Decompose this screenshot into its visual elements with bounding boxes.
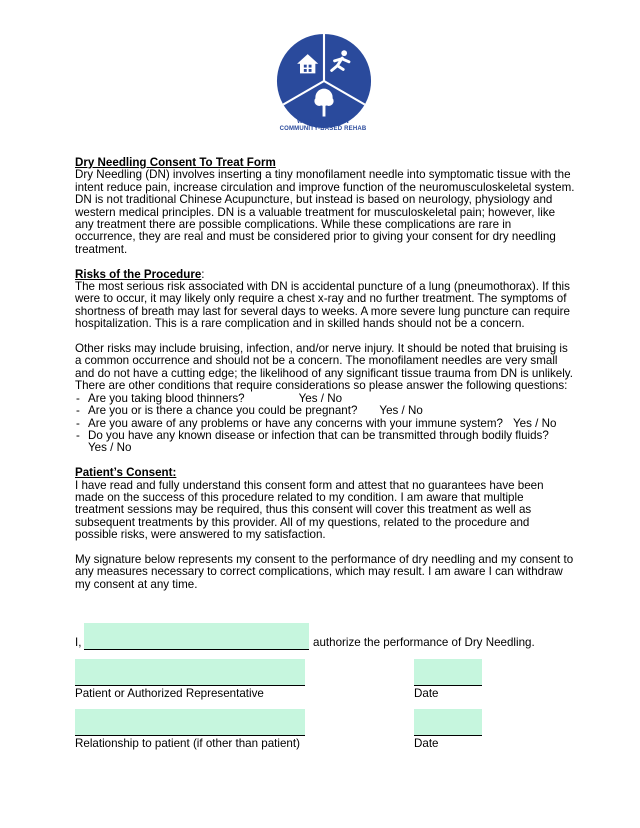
patient-signature-label: Patient or Authorized Representative [75, 687, 264, 700]
risks-heading: Risks of the Procedure [75, 267, 202, 281]
authorize-prefix: I, [75, 636, 82, 649]
consent-heading: Patient’s Consent: [75, 466, 177, 480]
intro-paragraph: Dry Needling (DN) involves inserting a tiny monofilament needle into symptomatic tissue with the intent reduce pain, increase circulation and improve function of the neuromusculoskeletal system. DN is not traditional Chinese Acupuncture, but instead is based on neurology, physiology and western medical principles. DN is a valuable treatment for musculoskeletal pain; however, like any treatment there are possible complications. While these complications are rare in occurrence, they are real and must be considered prior to giving your consent for dry needling treatment. [75, 168, 575, 256]
form-title: Dry Needling Consent To Treat Form [75, 156, 276, 169]
yes-no-answer[interactable]: Yes / No [88, 441, 132, 455]
relationship-field[interactable] [75, 709, 305, 736]
question-item: - Are you or is there a chance you could be pregnant? Yes / No [75, 405, 575, 417]
consent-document [75, 157, 575, 591]
authorize-suffix: authorize the performance of Dry Needling. [313, 636, 535, 649]
patient-date-field[interactable] [414, 659, 482, 686]
relationship-label: Relationship to patient (if other than patient) [75, 737, 300, 750]
relationship-date-label: Date [414, 737, 439, 750]
logo-line-1: WEST MICHIGAN [297, 119, 349, 125]
yes-no-answer[interactable]: Yes / No [379, 404, 423, 418]
patient-name-field[interactable] [84, 623, 309, 650]
consent-paragraph-1: I have read and fully understand this consent form and attest that no guarantees have been made on the success of this procedure related to my condition. I am aware that multiple treatment sessions may be required, thus this consent will cover this treatment as well as subsequent treatments by this provider. All of my questions, related to the procedure and possible risks, were answered to my satisfaction. [75, 478, 544, 542]
question-list [75, 393, 575, 455]
logo-text [262, 119, 384, 133]
consent-paragraph-2: My signature below represents my consent to the performance of dry needling and my consent to any measures necessary to correct complications, which may result. I am aware I can withdraw my consent at any time. [75, 552, 574, 591]
risks-paragraph-1: The most serious risk associated with DN is accidental puncture of a lung (pneumothorax). If this were to occur, it may likely only require a chest x-ray and no further treatment. The symptoms of shortness of breath may last for several days to weeks. A more severe lung puncture can require hospitalization. This is a rare complication and in skilled hands should not be a concern. [75, 280, 570, 331]
patient-signature-field[interactable] [75, 659, 305, 686]
yes-no-answer[interactable]: Yes / No [298, 391, 343, 405]
patient-date-label: Date [414, 687, 439, 700]
risks-paragraph-2: Other risks may include bruising, infection, and/or nerve injury. It should be noted that bruising is a common occurrence and should not be a concern. The monofilament needles are very small and do not have a cutting edge; the likelihood of any significant tissue trauma from DN is unlikely. There are other conditions that require considerations so please answer the following questions: [75, 342, 573, 393]
logo-line-2: COMMUNITY-BASED REHAB [279, 126, 367, 132]
yes-no-answer[interactable]: Yes / No [513, 416, 557, 430]
question-item: - Are you aware of any problems or have any concerns with your immune system? Yes / No [75, 418, 575, 430]
question-item: - Do you have any known disease or infection that can be transmitted through bodily fluids? Yes / No [75, 430, 575, 455]
clinic-logo [276, 33, 372, 129]
question-item: - Are you taking blood thinners? Yes / No [75, 393, 575, 405]
risks-heading-line: Risks of the Procedure: [75, 267, 205, 281]
relationship-date-field[interactable] [414, 709, 482, 736]
